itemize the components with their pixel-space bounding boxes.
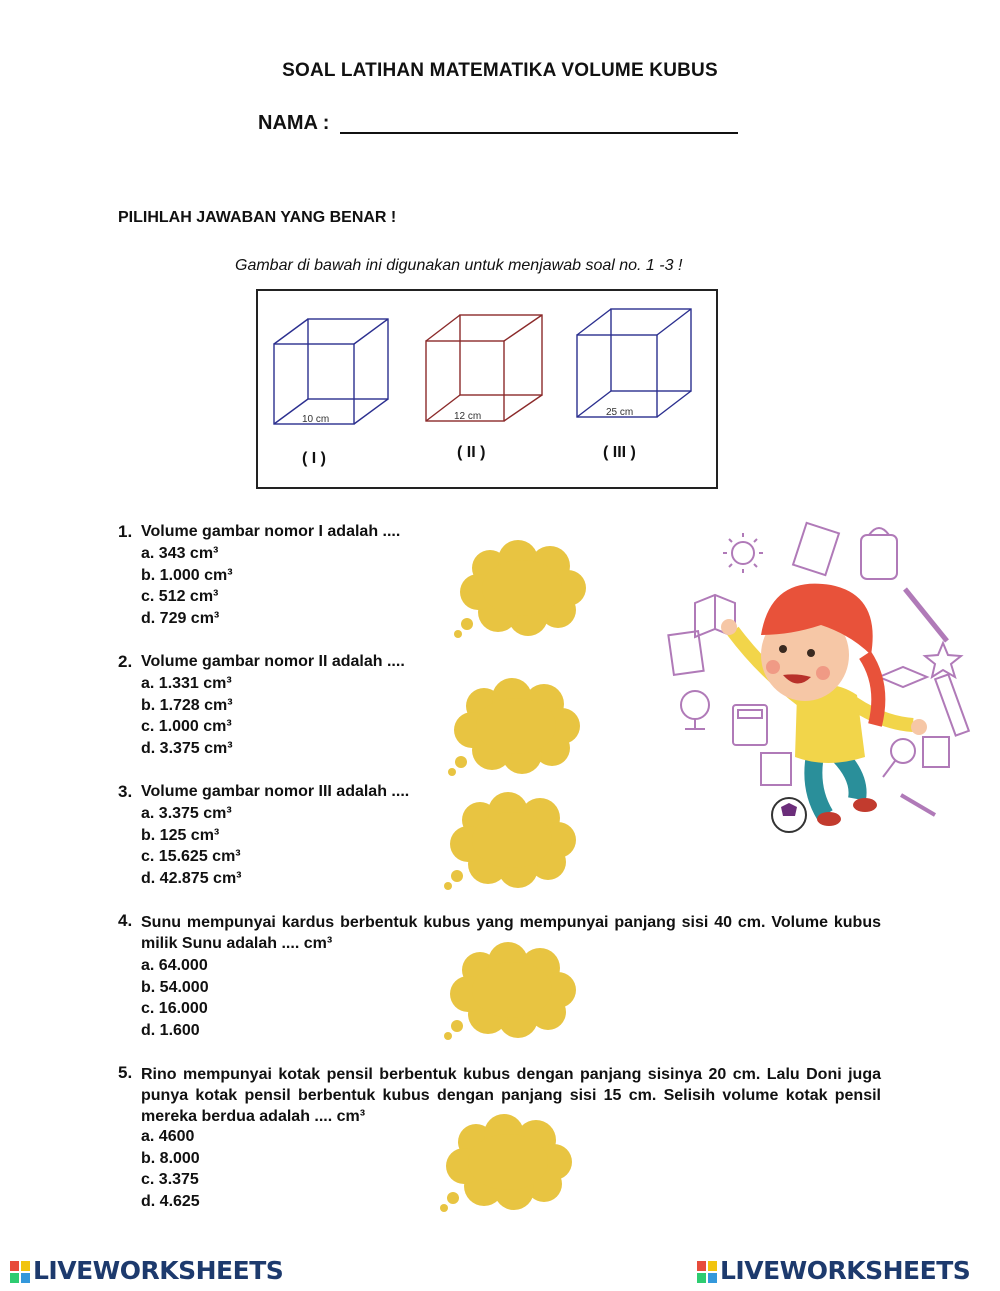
option[interactable]: c. 1.000 cm³ <box>141 718 232 735</box>
cube-2-edge-label: 12 cm <box>454 411 482 422</box>
option[interactable]: b. 125 cm³ <box>141 826 220 844</box>
answer-cloud-3[interactable] <box>440 790 580 900</box>
question-5-options <box>141 1126 200 1212</box>
question-2-options <box>141 673 233 759</box>
liveworksheets-logo-right <box>697 1256 970 1285</box>
instruction: PILIHLAH JAWABAN YANG BENAR ! <box>118 209 397 226</box>
option[interactable]: c. 3.375 <box>141 1171 199 1188</box>
answer-cloud-5[interactable] <box>436 1112 576 1222</box>
option[interactable]: d. 42.875 cm³ <box>141 869 242 887</box>
option[interactable]: b. 54.000 <box>141 978 209 996</box>
question-3-options <box>141 803 242 889</box>
cube-3-label: ( III ) <box>603 444 636 461</box>
option[interactable]: a. 343 cm³ <box>141 545 219 562</box>
option[interactable]: d. 4.625 <box>141 1192 200 1210</box>
option[interactable]: a. 4600 <box>141 1128 195 1145</box>
option[interactable]: b. 1.728 cm³ <box>141 696 233 714</box>
question-1-number: 1. <box>118 522 133 541</box>
liveworksheets-icon <box>10 1261 30 1283</box>
option[interactable]: d. 729 cm³ <box>141 609 220 627</box>
question-4-options <box>141 955 209 1041</box>
cube-3 <box>577 309 691 417</box>
option[interactable]: c. 16.000 <box>141 1000 208 1017</box>
question-5-text: Rino mempunyai kotak pensil berbentuk kubus dengan panjang sisinya 20 cm. Lalu Doni juga punya kotak pensil berbentuk kubus dengan panjang sisi 15 cm. Selisih volume kotak pensil mereka berdua adalah .... cm³ <box>141 1066 881 1125</box>
question-5-number: 5. <box>118 1063 133 1082</box>
option[interactable]: a. 3.375 cm³ <box>141 805 232 822</box>
option[interactable]: a. 1.331 cm³ <box>141 675 232 692</box>
option[interactable]: d. 1.600 <box>141 1021 200 1039</box>
option[interactable]: a. 64.000 <box>141 957 208 974</box>
cube-2 <box>426 315 542 421</box>
liveworksheets-icon <box>697 1261 717 1283</box>
answer-cloud-1[interactable] <box>450 538 590 648</box>
option[interactable]: d. 3.375 cm³ <box>141 739 233 757</box>
question-2-number: 2. <box>118 652 133 671</box>
cube-1 <box>274 319 388 424</box>
option[interactable]: b. 1.000 cm³ <box>141 566 233 584</box>
cube-2-label: ( II ) <box>457 444 486 461</box>
question-3-number: 3. <box>118 782 133 801</box>
page-title: SOAL LATIHAN MATEMATIKA VOLUME KUBUS <box>282 60 718 81</box>
figure-note: Gambar di bawah ini digunakan untuk menjawab soal no. 1 -3 ! <box>235 257 683 274</box>
option[interactable]: c. 15.625 cm³ <box>141 848 241 865</box>
name-label: NAMA : <box>258 112 330 134</box>
answer-cloud-4[interactable] <box>440 940 580 1050</box>
name-input-line[interactable] <box>340 132 738 134</box>
question-1-text: Volume gambar nomor I adalah .... <box>141 523 401 540</box>
logo-left-text: LIVEWORKSHEETS <box>33 1256 284 1285</box>
logo-right-text: LIVEWORKSHEETS <box>720 1256 971 1285</box>
option[interactable]: c. 512 cm³ <box>141 588 219 605</box>
question-3-text: Volume gambar nomor III adalah .... <box>141 783 410 800</box>
cube-3-edge-label: 25 cm <box>606 407 634 418</box>
cube-1-edge-label: 10 cm <box>302 414 330 425</box>
cube-1-label: ( I ) <box>302 450 326 467</box>
answer-cloud-2[interactable] <box>444 676 584 786</box>
liveworksheets-logo-left <box>10 1256 283 1285</box>
question-2-text: Volume gambar nomor II adalah .... <box>141 653 405 670</box>
girl-illustration <box>665 515 985 845</box>
question-4-number: 4. <box>118 911 133 930</box>
option[interactable]: b. 8.000 <box>141 1149 200 1167</box>
question-4-text: Sunu mempunyai kardus berbentuk kubus yang mempunyai panjang sisi 40 cm. Volume kubus milik Sunu adalah .... cm³ <box>141 914 881 952</box>
question-1-options <box>141 543 233 629</box>
